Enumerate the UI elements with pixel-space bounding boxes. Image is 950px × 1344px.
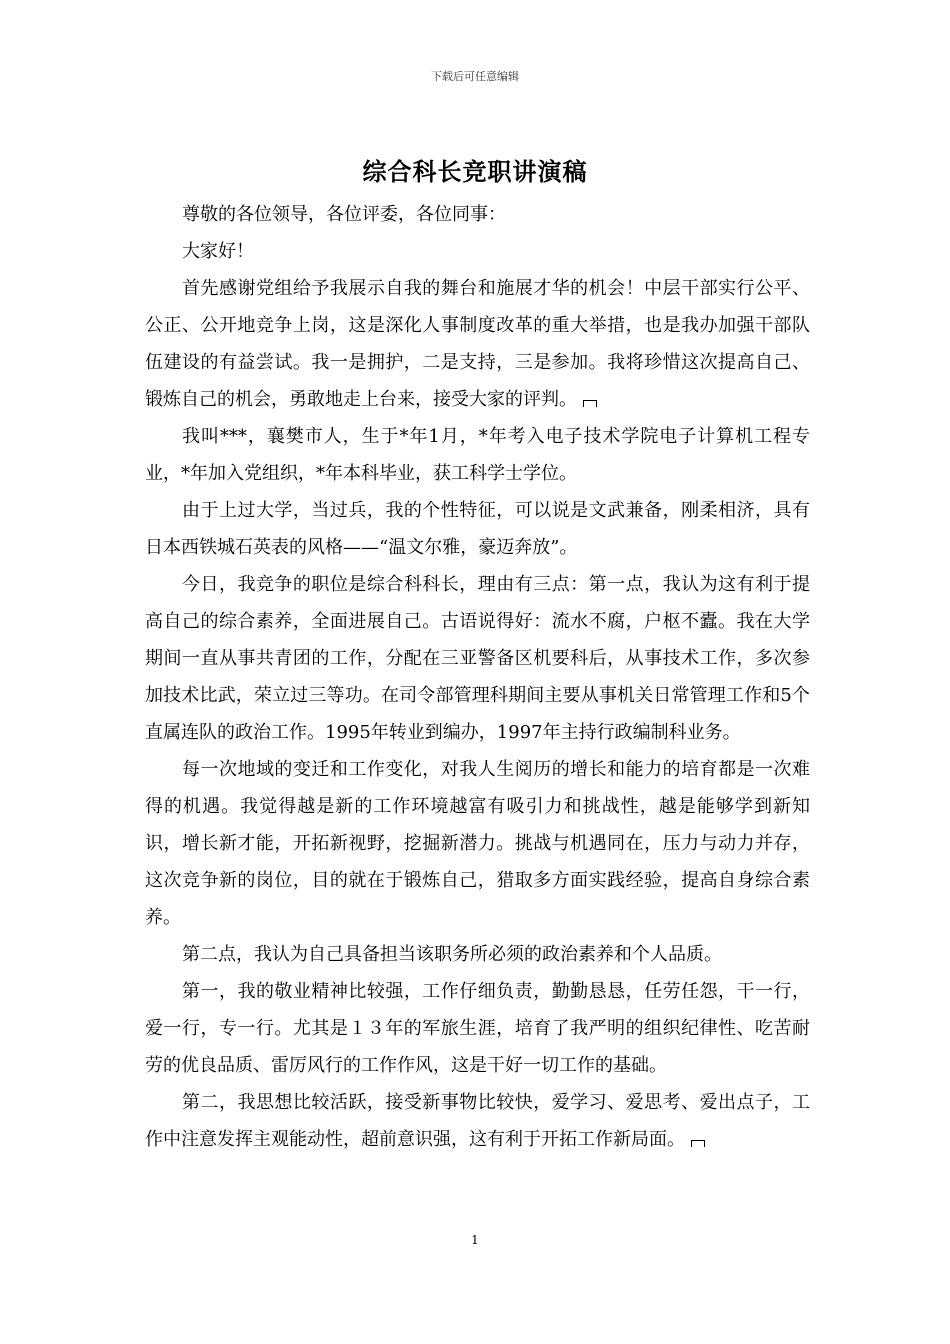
paragraph-bio: 我叫***，襄樊市人，生于*年1月，*年考入电子技术学院电子计算机工程专业，*年加入党组织，*年本科毕业，获工科学士学位。 xyxy=(145,426,810,484)
edit-mark-icon xyxy=(691,1140,705,1147)
paragraph-reason-one: 今日，我竞争的职位是综合科科长，理由有三点：第一点，我认为这有利于提高自己的综合素养，全面进展自己。古语说得好：流水不腐，户枢不蠹。我在大学期间一直从事共青团的工作，分配在三亚警备区机要科后，从事技术工作，多次参加技术比武，荣立过三等功。在司令部管理科期间主要从事机关日常管理工作和5个直属连队的政治工作。1995年转业到编办，1997年主持行政编制科业务。 xyxy=(145,574,810,743)
paragraph-intro: 首先感谢党组给予我展示自我的舞台和施展才华的机会！中层干部实行公平、公正、公开地竞争上岗，这是深化人事制度改革的重大举措，也是我办加强干部队伍建设的有益尝试。我一是拥护，二是支持，三是参加。我将珍惜这次提高自己、锻炼自己的机会，勇敢地走上台来，接受大家的评判。 xyxy=(145,278,810,410)
document-body xyxy=(145,196,810,1158)
paragraph-point-one: 第一，我的敬业精神比较强，工作仔细负责，勤勤恳恳，任劳任怨，干一行，爱一行，专一行。尤其是１３年的军旅生涯，培育了我严明的组织纪律性、吃苦耐劳的优良品质、雷厉风行的工作作风，这是干好一切工作的基础。 xyxy=(145,981,810,1076)
page-number: 1 xyxy=(471,1233,479,1247)
paragraph-reason-two: 第二点，我认为自己具备担当该职务所必须的政治素养和个人品质。 xyxy=(182,944,722,965)
salutation: 尊敬的各位领导，各位评委，各位同事： xyxy=(182,204,506,225)
document-title: 综合科长竞职讲演稿 xyxy=(362,157,588,186)
paragraph-character: 由于上过大学，当过兵，我的个性特征，可以说是文武兼备，刚柔相济，具有日本西铁城石英表的风格——“温文尔雅，豪迈奔放”。 xyxy=(145,500,810,558)
greeting: 大家好！ xyxy=(182,241,254,262)
paragraph-opportunity: 每一次地域的变迁和工作变化，对我人生阅历的增长和能力的培育都是一次难得的机遇。我觉得越是新的工作环境越富有吸引力和挑战性，越是能够学到新知识，增长新才能，开拓新视野，挖掘新潜力。挑战与机遇同在，压力与动力并存，这次竞争新的岗位，目的就在于锻炼自己，猎取多方面实践经验，提高自身综合素养。 xyxy=(145,759,810,928)
edit-mark-icon xyxy=(583,400,597,407)
paragraph-point-two: 第二，我思想比较活跃，接受新事物比较快，爱学习、爱思考、爱出点子，工作中注意发挥主观能动性，超前意识强，这有利于开拓工作新局面。 xyxy=(145,1092,810,1150)
page-header-note: 下载后可任意编辑 xyxy=(431,70,519,83)
